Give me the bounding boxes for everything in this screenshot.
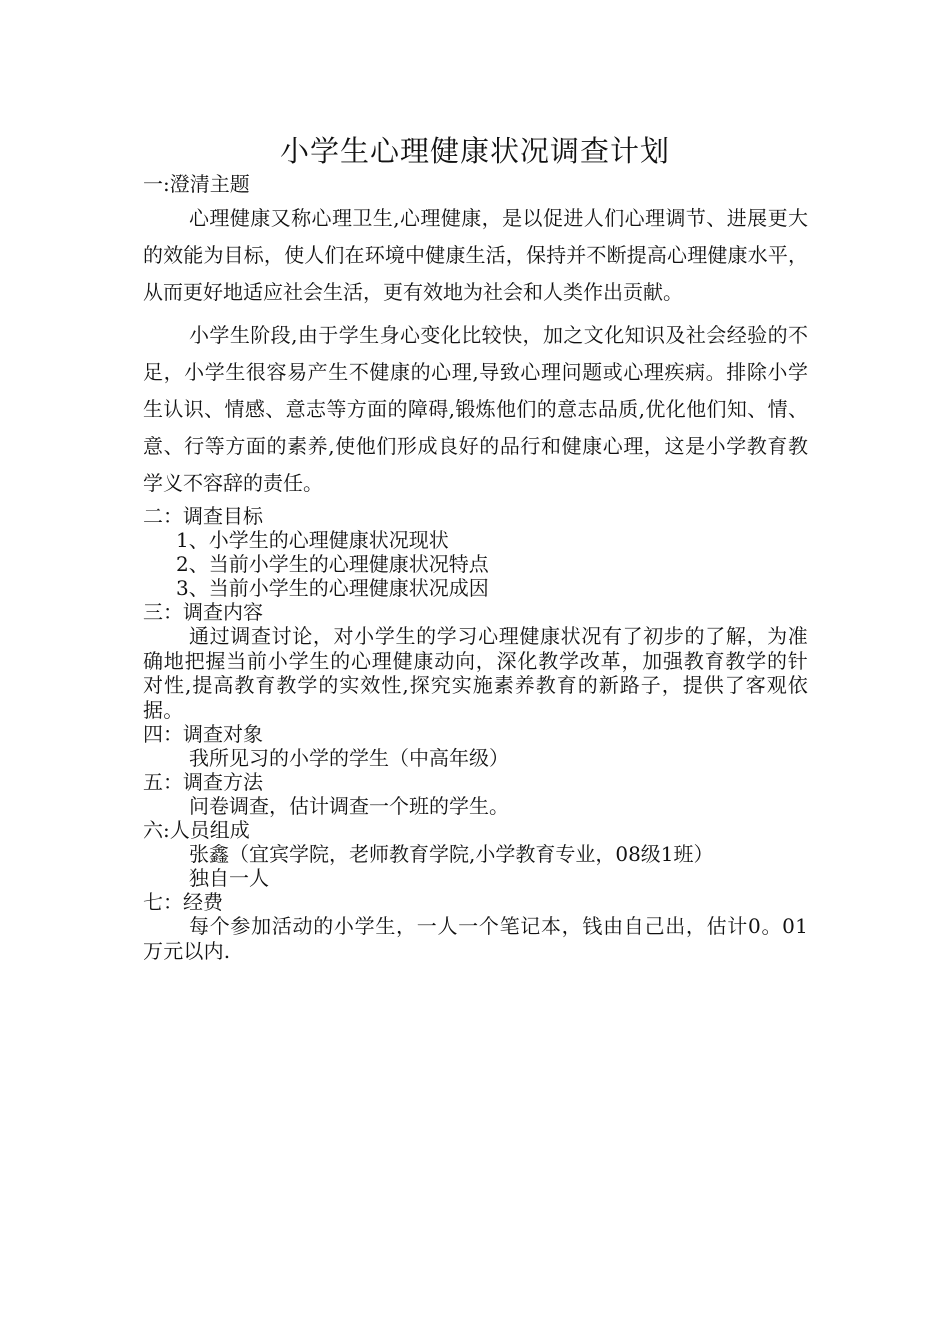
section-heading-survey-content: 三：调查内容 (143, 600, 263, 624)
goal-item: 3、当前小学生的心理健康状况成因 (176, 576, 489, 600)
goal-item: 2、当前小学生的心理健康状况特点 (176, 552, 489, 576)
section-heading-survey-subjects: 四：调查对象 (143, 722, 263, 746)
paragraph-mental-health-definition: 心理健康又称心理卫生,心理健康，是以促进人们心理调节、进展更大的效能为目标，使人们在环境中健康生活，保持并不断提高心理健康水平，从而更好地适应社会生活，更有效地为社会和人类作出贡献。 (143, 206, 808, 304)
section-heading-clarify-topic: 一:澄清主题 (143, 172, 250, 196)
goal-item: 1、小学生的心理健康状况现状 (176, 528, 449, 552)
survey-method-text: 问卷调查，估计调查一个班的学生。 (189, 794, 509, 818)
section-heading-funding: 七：经费 (143, 890, 223, 914)
paragraph-primary-student-stage: 小学生阶段,由于学生身心变化比较快，加之文化知识及社会经验的不足，小学生很容易产生不健康的心理,导致心理问题或心理疾病。排除小学生认识、情感、意志等方面的障碍,锻炼他们的意志品质,优化他们知、情、意、行等方面的素养,使他们形成良好的品行和健康心理，这是小学教育教学义不容辞的责任。 (143, 323, 808, 495)
survey-subjects-text: 我所见习的小学的学生（中高年级） (189, 746, 509, 770)
personnel-member-text: 张鑫（宜宾学院，老师教育学院,小学教育专业，08级1班） (189, 842, 714, 866)
personnel-note-text: 独自一人 (189, 866, 269, 890)
paragraph-funding: 每个参加活动的小学生，一人一个笔记本，钱由自己出，估计0。01万元以内. (143, 914, 808, 963)
section-heading-personnel: 六:人员组成 (143, 818, 250, 842)
document-body (143, 172, 808, 963)
section-heading-survey-goals: 二：调查目标 (143, 504, 263, 528)
paragraph-survey-content: 通过调查讨论，对小学生的学习心理健康状况有了初步的了解，为准确地把握当前小学生的心理健康动向，深化教学改革，加强教育教学的针对性,提高教育教学的实效性,探究实施素养教育的新路子，提供了客观依据。 (143, 624, 808, 722)
section-heading-survey-method: 五：调查方法 (143, 770, 263, 794)
document-title: 小学生心理健康状况调查计划 (279, 134, 670, 168)
